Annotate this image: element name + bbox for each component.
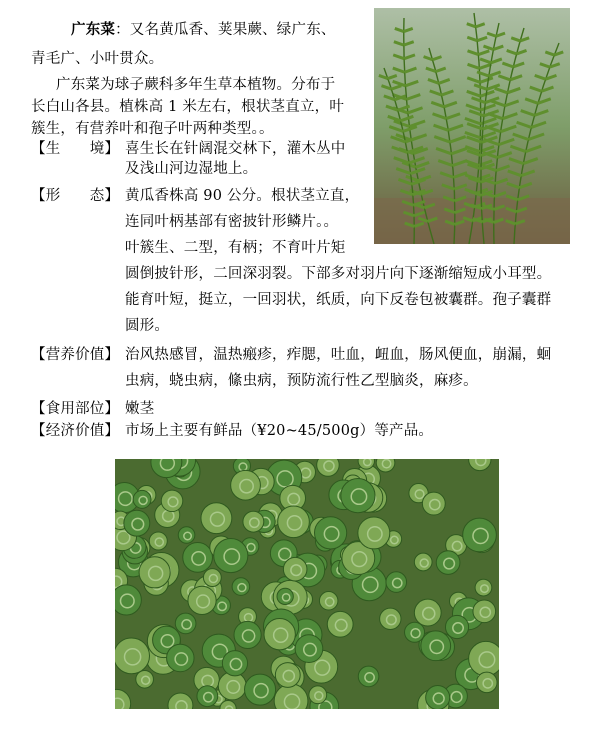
form-line-4: 圆倒披针形，二回深羽裂。下部多对羽片向下逐渐缩短成小耳型。	[125, 266, 552, 282]
fiddlehead-curl	[222, 651, 247, 676]
fiddlehead-curl	[245, 674, 276, 705]
form-line-2: 连同叶柄基部有密披针形鳞片。。	[125, 214, 339, 230]
fiddlehead-curl	[405, 622, 425, 642]
fiddlehead-curl	[183, 543, 213, 573]
fiddlehead-curl	[214, 539, 248, 573]
fiddlehead-curl	[319, 592, 337, 610]
fiddlehead-curl	[314, 517, 346, 549]
form-line-5: 能育叶短，挺立，一回羽状，纸质，向下反卷包被囊群。孢子囊群	[125, 292, 552, 308]
desc-line-2: 长白山各县。植株高 1 米左右，根状茎直立，叶	[31, 99, 345, 115]
fiddlehead-curl	[473, 600, 496, 623]
fiddlehead-photo	[115, 459, 499, 709]
fiddlehead-curl	[203, 569, 221, 587]
fiddlehead-curl	[275, 663, 300, 688]
fiddlehead-curl	[358, 666, 379, 687]
fiddlehead-curl	[283, 557, 307, 581]
fiddlehead-curl	[231, 470, 261, 500]
fiddlehead-curl	[243, 511, 264, 532]
fiddlehead-curl	[115, 585, 141, 615]
fiddlehead-curl	[139, 557, 170, 588]
fiddlehead-curl	[414, 553, 432, 571]
fiddlehead-curl	[161, 490, 183, 512]
habitat-line-2: 及浅山河边湿地上。	[125, 161, 258, 177]
fiddlehead-curl	[426, 685, 450, 709]
fiddlehead-curl	[422, 492, 445, 515]
fiddlehead-curl	[476, 672, 497, 693]
fiddlehead-curl	[414, 599, 441, 626]
fiddlehead-curl	[327, 611, 353, 637]
fiddlehead-curl	[421, 631, 451, 661]
fiddlehead-curl	[278, 506, 310, 538]
fiddlehead-curl	[178, 527, 195, 544]
fiddlehead-curl	[232, 578, 250, 596]
fiddlehead-curl	[436, 551, 460, 575]
form-label: 【形 态】	[31, 188, 120, 204]
fiddlehead-curl	[149, 532, 167, 550]
fiddlehead-curl	[445, 615, 468, 638]
fiddlehead-curl	[386, 572, 407, 593]
fiddlehead-curl	[188, 586, 216, 614]
fiddlehead-curl	[234, 621, 261, 648]
fiddlehead-curl	[295, 635, 323, 663]
desc-line-3: 簇生，有营养叶和孢子叶两种类型。。	[31, 121, 274, 137]
intro-line-2: 青毛广、小叶贯众。	[31, 51, 164, 67]
fiddlehead-curl	[380, 608, 401, 629]
fiddlehead-curl	[218, 672, 246, 700]
edible-value: 嫩茎	[125, 401, 155, 417]
fiddlehead-curl	[167, 644, 194, 671]
desc-line-1: 广东菜为球子蕨科多年生草本植物。分布于	[56, 77, 336, 93]
form-line-3: 叶簇生、二型，有柄；不育叶片矩	[125, 240, 346, 256]
fiddlehead-curl	[115, 638, 149, 674]
fiddlehead-curl	[277, 588, 293, 604]
fiddlehead-curl	[133, 490, 151, 508]
form-line-6: 圆形。	[125, 318, 170, 334]
fiddlehead-curl	[136, 670, 154, 688]
fiddlehead-curl	[201, 503, 232, 534]
fiddlehead-curl	[197, 686, 218, 707]
page-title: 广东菜	[71, 21, 116, 38]
fiddlehead-curl	[264, 619, 295, 650]
economy-label: 【经济价值】	[31, 423, 120, 439]
fiddlehead-curl	[341, 479, 375, 513]
intro-line-1	[71, 20, 336, 40]
fiddlehead-curl	[475, 579, 492, 596]
fern-plant-photo	[374, 8, 570, 244]
habitat-label: 【生 境】	[31, 141, 120, 157]
fiddlehead-curl	[175, 613, 196, 634]
habitat-line-1: 喜生长在针阔混交林下，灌木丛中	[125, 141, 346, 157]
nutrition-line-1: 治风热感冒，温热瘢疹，痄腮，吐血，衄血，肠风便血，崩漏，蛔	[125, 347, 552, 363]
fern-plant-illustration	[374, 8, 570, 244]
fiddlehead-illustration	[115, 459, 499, 709]
economy-value: 市场上主要有鲜品（¥20~45/500g）等产品。	[125, 423, 434, 439]
fiddlehead-curl	[358, 517, 390, 549]
fiddlehead-curl	[463, 518, 497, 552]
nutrition-label: 【营养价值】	[31, 347, 120, 363]
form-line-1: 黄瓜香株高 90 公分。根状茎立直，	[125, 188, 360, 204]
intro-text-1: ：又名黄瓜香、荚果蕨、绿广东、	[115, 22, 336, 38]
nutrition-line-2: 虫病，蛲虫病，絛虫病，预防流行性乙型脑炎，麻疹。	[125, 373, 478, 389]
fiddlehead-curl	[309, 686, 327, 704]
fiddlehead-curl	[124, 510, 150, 536]
edible-label: 【食用部位】	[31, 401, 120, 417]
